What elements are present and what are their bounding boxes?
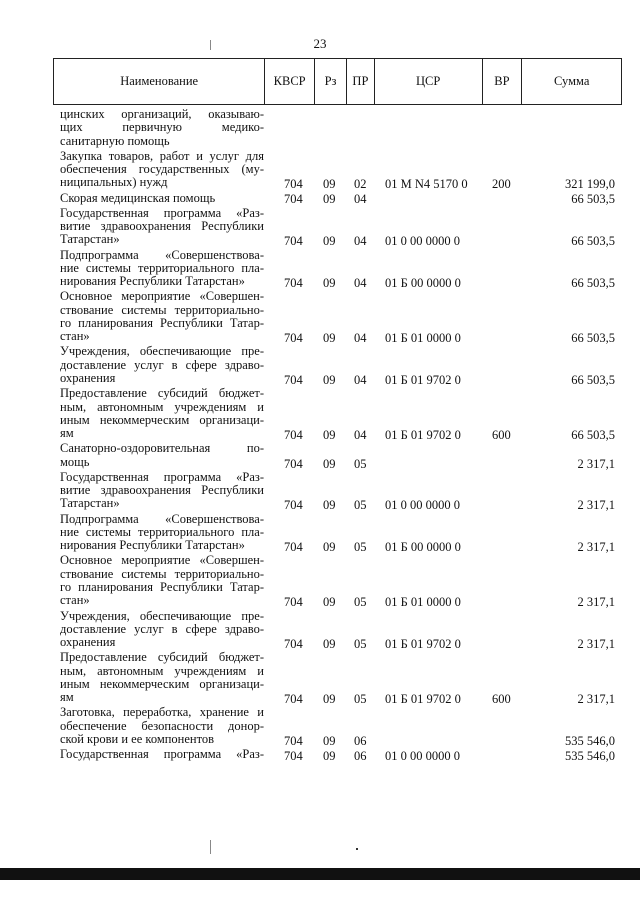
row-sum: 66 503,5 xyxy=(571,234,615,249)
row-kvsr: 704 xyxy=(284,428,303,443)
row-rz: 09 xyxy=(323,331,336,346)
row-rz: 09 xyxy=(323,456,336,471)
row-name xyxy=(60,290,264,343)
row-name-line: Скорая медицинская помощь xyxy=(60,190,216,205)
table-body xyxy=(0,108,640,763)
table-row xyxy=(0,706,640,748)
row-name-line: нирования Республики Татарстан» xyxy=(60,538,245,553)
row-csr: 01 Б 01 9702 0 xyxy=(385,372,461,387)
row-kvsr: 704 xyxy=(284,540,303,555)
table-row xyxy=(0,192,640,207)
row-name-line: Предоставление субсидий бюджет- xyxy=(60,650,264,665)
row-name-line: ской крови и ее компонентов xyxy=(60,732,215,747)
row-name-line: ным, автономным учреждениям и xyxy=(60,399,264,414)
row-kvsr: 704 xyxy=(284,637,303,652)
scan-dot xyxy=(356,848,358,850)
row-csr: 01 Б 01 0000 0 xyxy=(385,331,461,346)
row-name-line: ям xyxy=(60,690,74,705)
row-pr: 05 xyxy=(354,540,367,555)
row-name xyxy=(60,345,264,385)
row-sum: 321 199,0 xyxy=(565,177,615,192)
row-name-line: Основное мероприятие «Совершен- xyxy=(60,289,264,304)
row-csr: 01 Б 01 0000 0 xyxy=(385,595,461,610)
row-name xyxy=(60,192,264,205)
row-csr: 01 Б 00 0000 0 xyxy=(385,540,461,555)
row-name xyxy=(60,387,264,440)
row-sum: 2 317,1 xyxy=(577,498,615,513)
row-name-line: нирования Республики Татарстан» xyxy=(60,274,245,289)
row-csr: 01 Б 01 9702 0 xyxy=(385,428,461,443)
row-name-line: обеспечение безопасности донор- xyxy=(60,718,264,733)
row-sum: 66 503,5 xyxy=(571,331,615,346)
row-pr: 04 xyxy=(354,192,367,207)
row-sum: 535 546,0 xyxy=(565,733,615,748)
row-name-line: иным некоммерческим организаци- xyxy=(60,412,264,427)
row-name-line: обеспечения государственных (му- xyxy=(60,162,264,177)
row-kvsr: 704 xyxy=(284,692,303,707)
row-name-line: Подпрограмма «Совершенствова- xyxy=(60,247,264,262)
row-rz: 09 xyxy=(323,637,336,652)
row-rz: 09 xyxy=(323,234,336,249)
page-number: 23 xyxy=(313,36,327,51)
row-pr: 05 xyxy=(354,595,367,610)
row-sum: 66 503,5 xyxy=(571,276,615,291)
table-row xyxy=(0,513,640,555)
scan-mark xyxy=(210,40,211,50)
row-kvsr: 704 xyxy=(284,234,303,249)
row-kvsr: 704 xyxy=(284,595,303,610)
row-name-line: Основное мероприятие «Совершен- xyxy=(60,553,264,568)
row-name-line: Предоставление субсидий бюджет- xyxy=(60,386,264,401)
row-name-line: го планирования Республики Татар- xyxy=(60,580,264,595)
row-sum: 2 317,1 xyxy=(577,637,615,652)
scan-mark xyxy=(210,840,211,854)
table-row xyxy=(0,387,640,442)
row-name-line: Государственная программа «Раз- xyxy=(60,469,264,484)
row-rz: 09 xyxy=(323,595,336,610)
row-name xyxy=(60,610,264,650)
row-sum: 66 503,5 xyxy=(571,372,615,387)
row-name-line: витие здравоохранения Республики xyxy=(60,483,264,498)
row-name-line: ным, автономным учреждениям и xyxy=(60,663,264,678)
row-name xyxy=(60,150,264,190)
row-kvsr: 704 xyxy=(284,498,303,513)
header-kvsr: КВСР xyxy=(265,59,315,104)
table-row xyxy=(0,150,640,192)
row-name-line: доставление услуг в сфере здраво- xyxy=(60,621,264,636)
row-csr: 01 0 00 0000 0 xyxy=(385,234,460,249)
row-rz: 09 xyxy=(323,372,336,387)
row-name-line: ствование системы территориально- xyxy=(60,566,264,581)
row-rz: 09 xyxy=(323,733,336,748)
row-name-line: Государственная программа «Раз- xyxy=(60,747,264,762)
row-name xyxy=(60,651,264,704)
table-row xyxy=(0,207,640,249)
row-rz: 09 xyxy=(323,498,336,513)
row-pr: 05 xyxy=(354,637,367,652)
row-name-line: иным некоммерческим организаци- xyxy=(60,676,264,691)
row-name-line: Подпрограмма «Совершенствова- xyxy=(60,511,264,526)
row-name-line: ние системы территориального пла- xyxy=(60,260,264,275)
row-kvsr: 704 xyxy=(284,177,303,192)
row-pr: 05 xyxy=(354,498,367,513)
row-name xyxy=(60,249,264,289)
table-row xyxy=(0,108,640,150)
row-name-line: стан» xyxy=(60,593,90,608)
row-name-line: Татарстан» xyxy=(60,496,120,511)
table-row xyxy=(0,290,640,345)
row-kvsr: 704 xyxy=(284,733,303,748)
header-sum: Сумма xyxy=(553,74,590,88)
table-row xyxy=(0,442,640,471)
row-name-line: витие здравоохранения Республики xyxy=(60,219,264,234)
header-csr: ЦСР xyxy=(375,59,483,104)
row-name xyxy=(60,706,264,746)
row-sum: 2 317,1 xyxy=(577,692,615,707)
row-rz: 09 xyxy=(323,692,336,707)
row-kvsr: 704 xyxy=(284,276,303,291)
row-name-line: охранения xyxy=(60,635,116,650)
row-name xyxy=(60,207,264,247)
row-name-line: санитарную помощь xyxy=(60,133,170,148)
scan-bottom-edge xyxy=(0,868,640,880)
row-rz: 09 xyxy=(323,177,336,192)
row-name-line: Учреждения, обеспечивающие пре- xyxy=(60,608,264,623)
row-csr: 01 Б 01 9702 0 xyxy=(385,692,461,707)
table-row xyxy=(0,610,640,652)
row-name-line: стан» xyxy=(60,329,90,344)
row-name-line: цинских организаций, оказываю- xyxy=(60,107,264,121)
row-name-line: охранения xyxy=(60,371,116,386)
row-name xyxy=(60,513,264,553)
row-csr: 01 0 00 0000 0 xyxy=(385,749,460,764)
header-name: Наименование xyxy=(54,59,265,104)
row-kvsr: 704 xyxy=(284,192,303,207)
row-sum: 66 503,5 xyxy=(571,428,615,443)
table-row xyxy=(0,345,640,387)
row-name-line: ствование системы территориально- xyxy=(60,302,264,317)
row-sum: 535 546,0 xyxy=(565,749,615,764)
row-name-line: мощь xyxy=(60,454,90,469)
table-row xyxy=(0,651,640,706)
row-kvsr: 704 xyxy=(284,331,303,346)
row-vr: 200 xyxy=(492,177,511,192)
row-csr: 01 Б 01 9702 0 xyxy=(385,637,461,652)
row-rz: 09 xyxy=(323,192,336,207)
row-rz: 09 xyxy=(323,428,336,443)
row-name-line: Закупка товаров, работ и услуг для xyxy=(60,148,264,163)
row-name-line: Заготовка, переработка, хранение и xyxy=(60,705,264,720)
row-kvsr: 704 xyxy=(284,749,303,764)
row-name-line: доставление услуг в сфере здраво- xyxy=(60,357,264,372)
row-pr: 04 xyxy=(354,428,367,443)
header-pr: ПР xyxy=(347,59,375,104)
row-kvsr: 704 xyxy=(284,456,303,471)
row-name-line: Учреждения, обеспечивающие пре- xyxy=(60,344,264,359)
row-kvsr: 704 xyxy=(284,372,303,387)
row-pr: 05 xyxy=(354,456,367,471)
row-rz: 09 xyxy=(323,540,336,555)
row-name xyxy=(60,442,264,469)
row-sum: 2 317,1 xyxy=(577,540,615,555)
row-pr: 06 xyxy=(354,733,367,748)
row-csr: 01 Б 00 0000 0 xyxy=(385,276,461,291)
row-name-line: ям xyxy=(60,426,74,441)
row-pr: 04 xyxy=(354,234,367,249)
row-name-line: го планирования Республики Татар- xyxy=(60,315,264,330)
row-vr: 600 xyxy=(492,692,511,707)
row-rz: 09 xyxy=(323,749,336,764)
row-name-line: Санаторно-оздоровительная по- xyxy=(60,441,264,456)
table-row xyxy=(0,249,640,291)
row-name-line: щих первичную медико- xyxy=(60,120,264,135)
row-name xyxy=(60,554,264,607)
row-name xyxy=(60,471,264,511)
table-row xyxy=(0,748,640,763)
row-pr: 04 xyxy=(354,276,367,291)
row-sum: 66 503,5 xyxy=(571,192,615,207)
row-name-line: ние системы территориального пла- xyxy=(60,524,264,539)
row-pr: 02 xyxy=(354,177,367,192)
table-row xyxy=(0,471,640,513)
row-name xyxy=(60,108,264,148)
header-rz: Рз xyxy=(315,59,347,104)
row-sum: 2 317,1 xyxy=(577,456,615,471)
row-csr: 01 М N4 5170 0 xyxy=(385,177,468,192)
row-name-line: Татарстан» xyxy=(60,232,120,247)
row-name-line: ниципальных) нужд xyxy=(60,175,168,190)
row-pr: 04 xyxy=(354,331,367,346)
header-vr: ВР xyxy=(483,59,523,104)
row-name xyxy=(60,748,264,761)
table-row xyxy=(0,554,640,609)
row-pr: 04 xyxy=(354,372,367,387)
row-pr: 06 xyxy=(354,749,367,764)
row-sum: 2 317,1 xyxy=(577,595,615,610)
row-rz: 09 xyxy=(323,276,336,291)
row-pr: 05 xyxy=(354,692,367,707)
row-name-line: Государственная программа «Раз- xyxy=(60,205,264,220)
row-vr: 600 xyxy=(492,428,511,443)
row-csr: 01 0 00 0000 0 xyxy=(385,498,460,513)
table-header xyxy=(53,58,622,105)
